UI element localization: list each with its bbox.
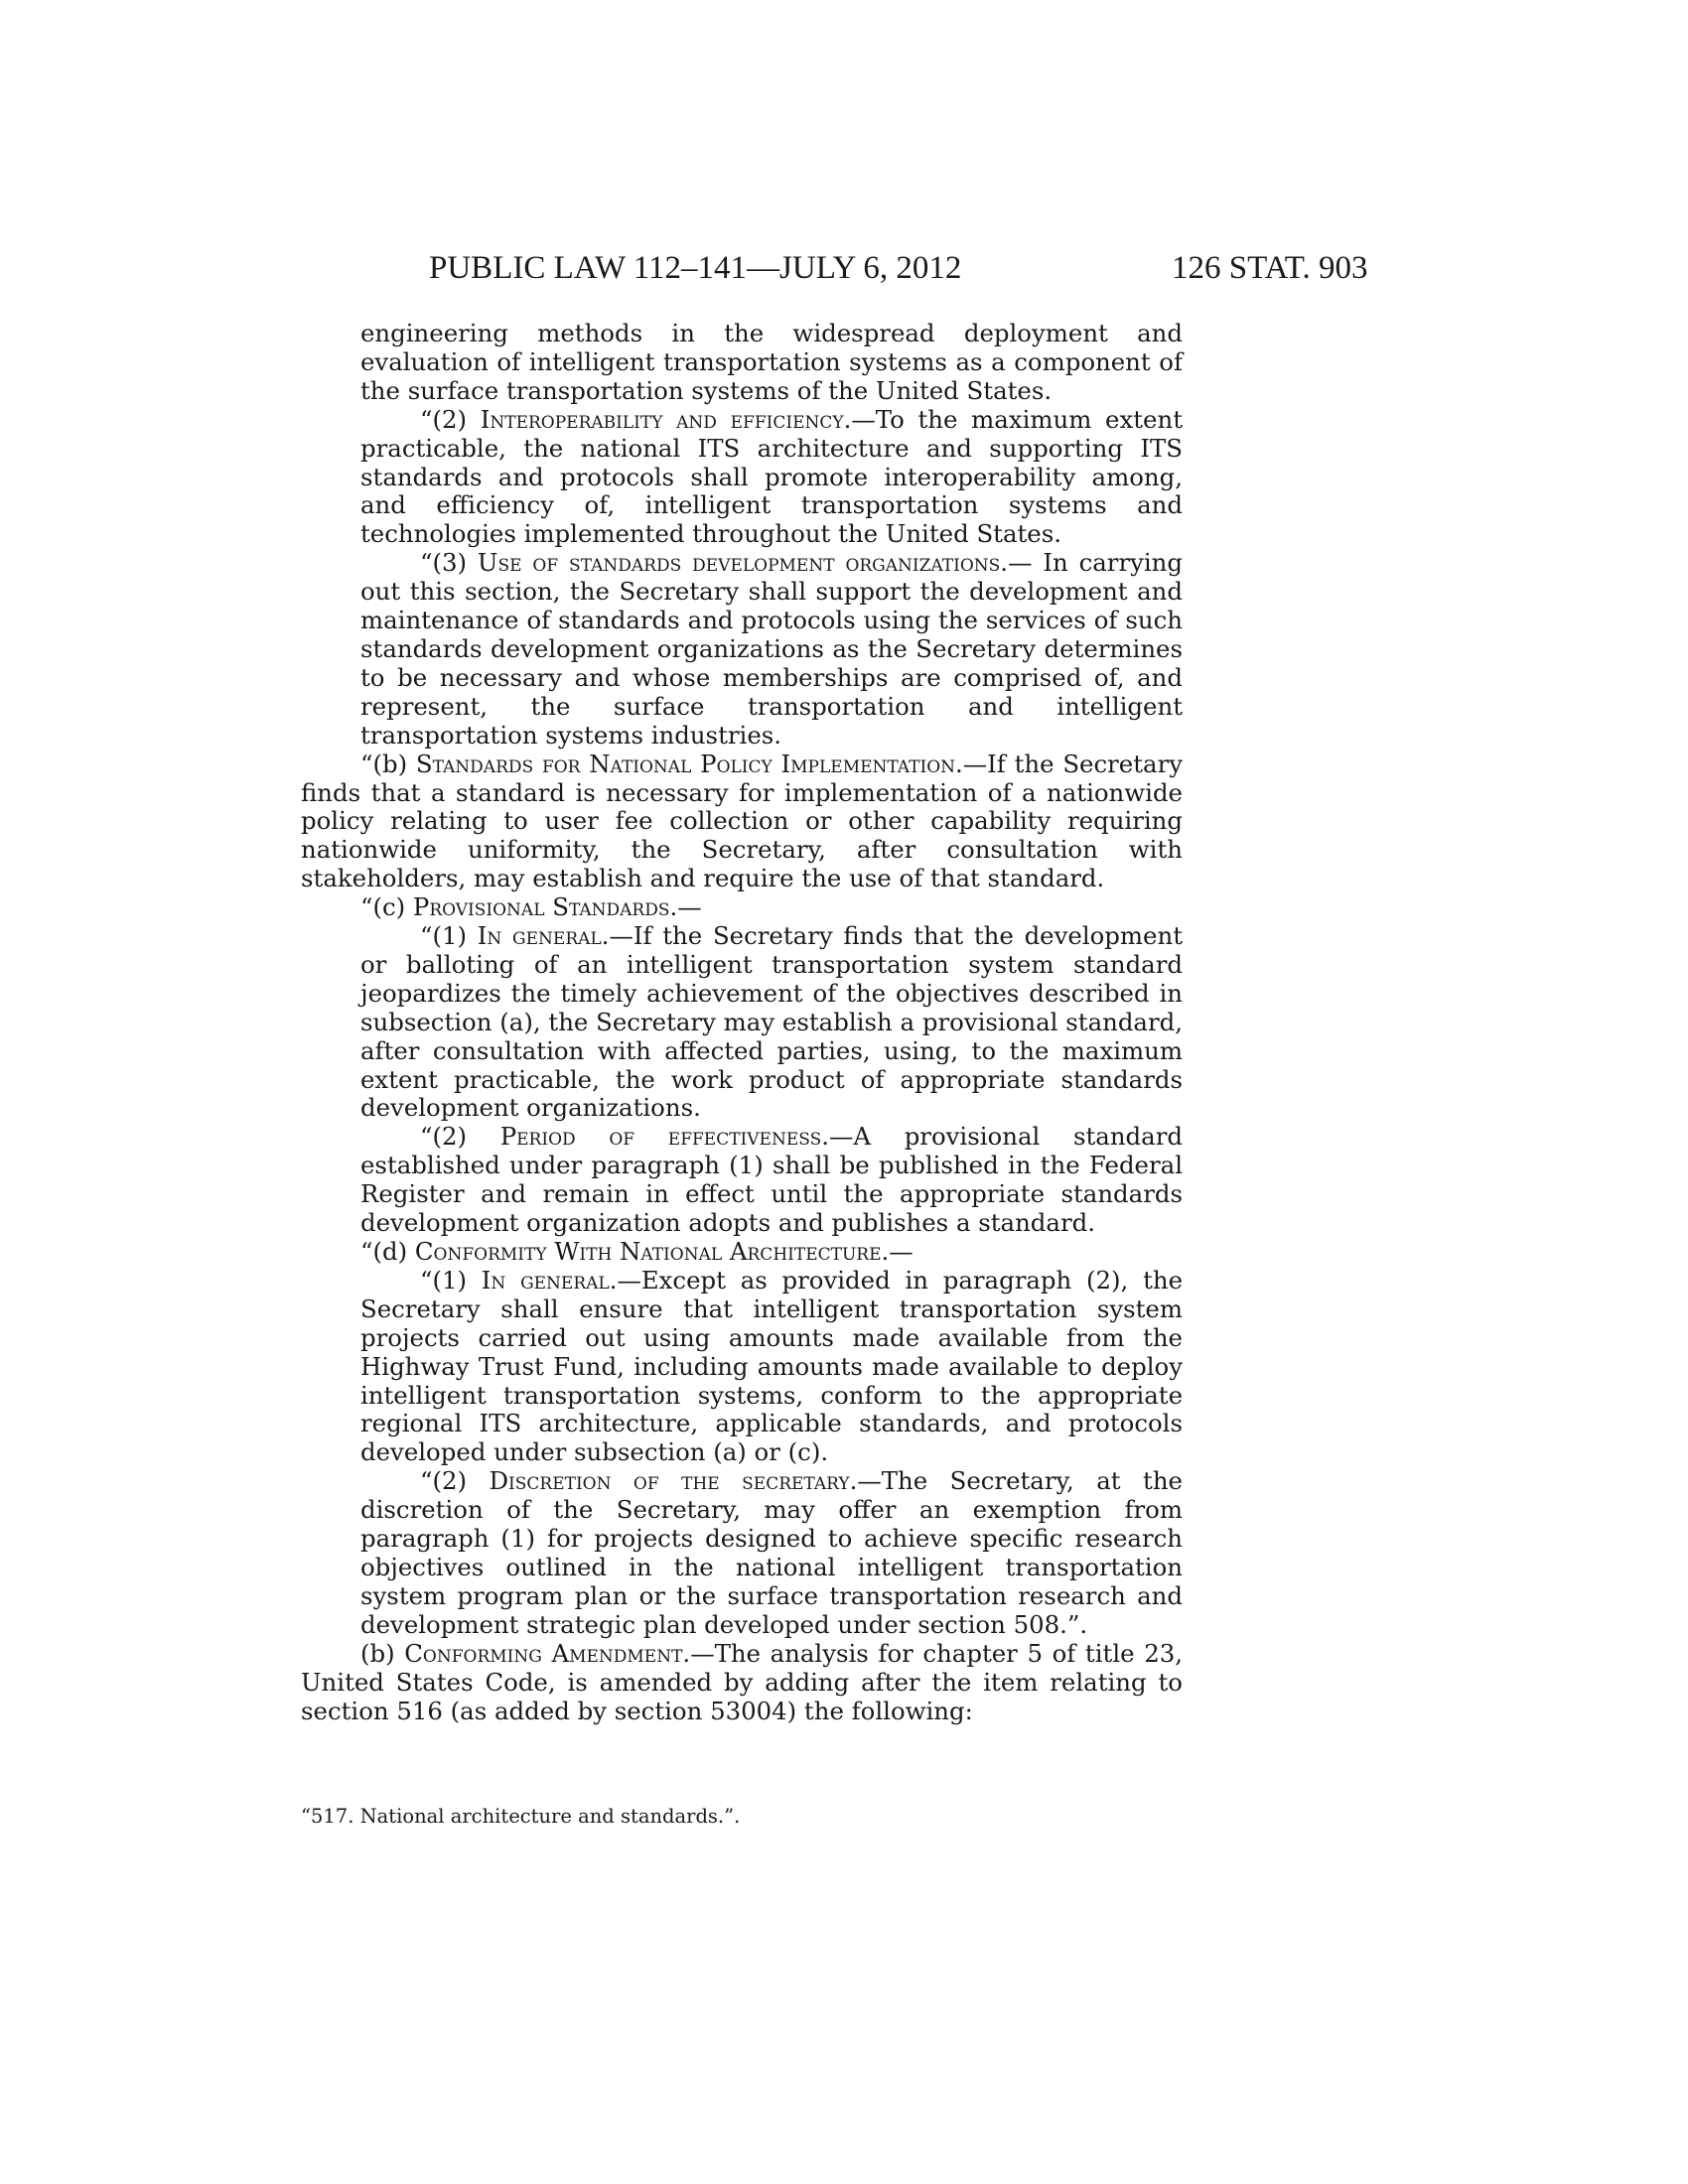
paragraph-number: “(d) bbox=[360, 1237, 415, 1266]
subsection-d-conformity bbox=[301, 1238, 1183, 1267]
paragraph-heading: In general. bbox=[477, 921, 610, 951]
paragraph-text: — In carrying out this section, the Secretary shall support the development and maintenance of standards and protocols using the services of such standards development organizations as the Secretary determines to be necessary and whose memberships are comprised of, and represent, the surface transportation and intelligent transportation systems industries. bbox=[360, 548, 1184, 750]
paragraph-heading: Interoperability and efficiency. bbox=[480, 404, 852, 434]
subsection-c-provisional-standards bbox=[301, 893, 1183, 922]
paragraph-number: “(3) bbox=[420, 548, 478, 578]
document-body bbox=[301, 320, 1183, 1725]
paragraph-continuation bbox=[301, 320, 1183, 406]
paragraph-text: —A provisional standard established under paragraph (1) shall be published in the Federal Register and remain in effect until the appropriate standards development organization adopts and publishes a standard. bbox=[360, 1122, 1183, 1238]
paragraph-c2-period-of-effectiveness bbox=[301, 1123, 1183, 1238]
paragraph-number: “(2) bbox=[420, 1122, 500, 1152]
paragraph-heading: Conformity With National Architecture. bbox=[414, 1237, 890, 1266]
paragraph-number: “(1) bbox=[420, 921, 478, 951]
paragraph-number: “(b) bbox=[360, 749, 416, 778]
paragraph-text: —The analysis for chapter 5 of title 23, United States Code, is amended by adding after the item relating to section 516 (as added by section 53004) the following: bbox=[301, 1638, 1183, 1725]
paragraph-text: —Except as provided in paragraph (2), the Secretary shall ensure that intelligent transportation system projects carried out using amounts made available from the Highway Trust Fund, including amounts made available to deploy intelligent transportation systems, conform to the appropriate regional ITS architecture, applicable standards, and protocols developed under subsection (a) or (c). bbox=[360, 1265, 1184, 1467]
paragraph-a2-interoperability bbox=[301, 406, 1183, 550]
paragraph-a3-standards-organizations bbox=[301, 549, 1183, 750]
analysis-item: “517. National architecture and standards.”. bbox=[301, 1805, 741, 1828]
paragraph-text: — bbox=[889, 1237, 914, 1266]
paragraph-heading: Period of effectiveness. bbox=[499, 1122, 829, 1152]
paragraph-heading: Conforming Amendment. bbox=[404, 1638, 691, 1668]
paragraph-c1-in-general bbox=[301, 922, 1183, 1123]
paragraph-heading: Discretion of the secretary. bbox=[489, 1466, 858, 1496]
paragraph-text: engineering methods in the widespread deployment and evaluation of intelligent transportation systems as a component of the surface transportation systems of the United States. bbox=[360, 319, 1183, 405]
paragraph-text: —If the Secretary finds that the development or balloting of an intelligent transportation system standard jeopardizes the timely achievement of the objectives described in subsection (a), the Secretary may establish a provisional standard, after consultation with affected parties, using, to the maximum extent practicable, the work product of appropriate standards development organizations. bbox=[360, 921, 1183, 1123]
paragraph-number: “(2) bbox=[420, 1466, 490, 1496]
paragraph-number: “(c) bbox=[360, 892, 413, 922]
paragraph-number: “(2) bbox=[420, 404, 481, 434]
running-header-title: PUBLIC LAW 112–141—JULY 6, 2012 bbox=[429, 250, 962, 286]
paragraph-heading: In general. bbox=[481, 1265, 618, 1295]
paragraph-d1-in-general bbox=[301, 1267, 1183, 1467]
paragraph-number: “(1) bbox=[420, 1265, 482, 1295]
paragraph-text: —The Secretary, at the discretion of the Secretary, may offer an exemption from paragraph (1) for projects designed to achieve specific research objectives outlined in the national intelligent transportation system program plan or the surface transportation research and development strategic plan developed under section 508.”. bbox=[360, 1466, 1183, 1639]
paragraph-text: —To the maximum extent practicable, the national ITS architecture and supporting ITS standards and protocols shall promote interoperability among, and efficiency of, intelligent transportation systems and technologies implemented throughout the United States. bbox=[360, 404, 1183, 549]
paragraph-text: — bbox=[677, 892, 702, 922]
subsection-b-conforming-amendment bbox=[301, 1640, 1183, 1726]
paragraph-heading: Use of standards development organizations. bbox=[477, 548, 1009, 578]
paragraph-number: (b) bbox=[360, 1638, 405, 1668]
paragraph-d2-discretion bbox=[301, 1467, 1183, 1639]
subsection-b-national-policy bbox=[301, 751, 1183, 894]
paragraph-heading: Standards for National Policy Implementation. bbox=[415, 749, 963, 778]
paragraph-heading: Provisional Standards. bbox=[412, 892, 678, 922]
paragraph-text: —If the Secretary finds that a standard is necessary for implementation of a nationwide policy relating to user fee collection or other capability requiring nationwide uniformity, the Secretary, after consultation with stakeholders, may establish and require the use of that standard. bbox=[301, 749, 1184, 893]
running-header-page-number: 126 STAT. 903 bbox=[1172, 250, 1368, 286]
